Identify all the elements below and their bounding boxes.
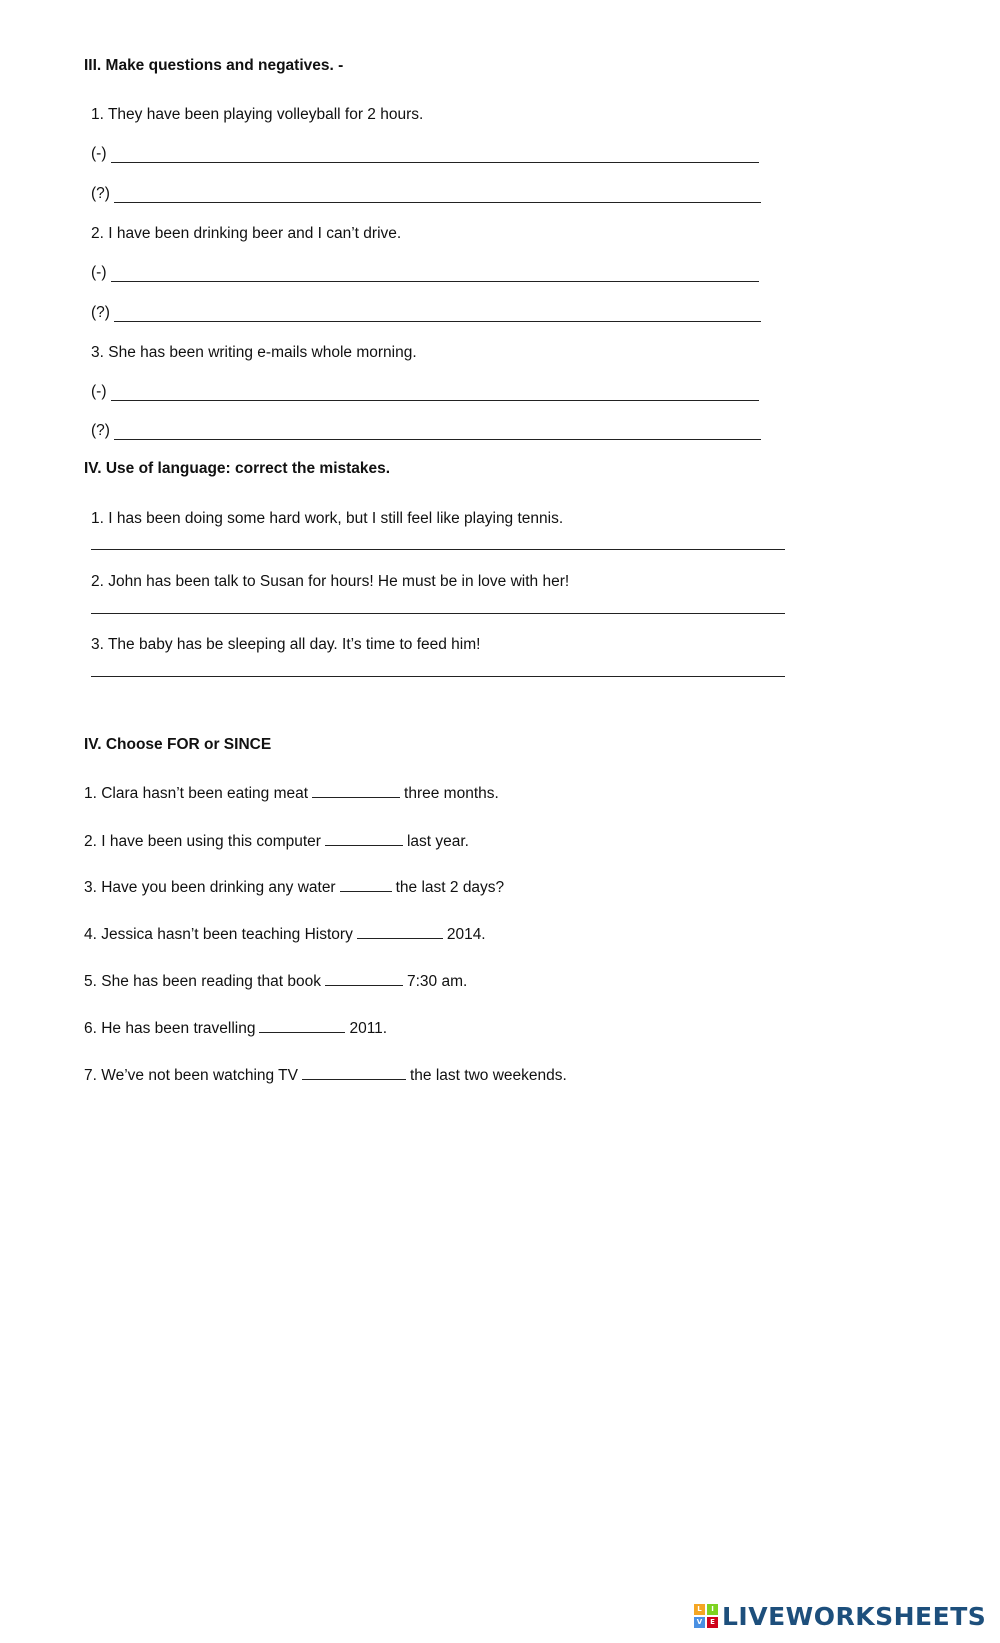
s3-item-2-negative-input[interactable]	[111, 267, 759, 282]
logo-brand-text: LIVEWORKSHEETS	[722, 1601, 987, 1631]
s3-item-3-sentence: 3. She has been writing e-mails whole morning.	[91, 344, 417, 361]
s4b-item-1-after: three months.	[404, 785, 499, 802]
s4b-item-3-after: the last 2 days?	[395, 879, 505, 896]
s4b-item-5-gap-input[interactable]	[325, 971, 403, 986]
s3-item-1-negative-input[interactable]	[111, 148, 759, 163]
s3-item-3-question-input[interactable]	[114, 425, 761, 440]
s4b-item-2-after: last year.	[406, 833, 469, 850]
s4b-item-6-before: 6. He has been travelling	[84, 1020, 256, 1037]
s3-item-1-question-row	[91, 185, 761, 205]
s4b-item-4-before: 4. Jessica hasn’t been teaching History	[84, 926, 353, 943]
s4a-item-2-sentence: 2. John has been talk to Susan for hours! He must be in love with her!	[91, 573, 570, 590]
logo-block-e: E	[707, 1617, 718, 1628]
negative-prefix: (-)	[91, 264, 107, 281]
s3-item-3-question-row	[91, 422, 761, 442]
s4b-item-3-gap-input[interactable]	[340, 877, 392, 892]
s4a-item-2-input[interactable]	[91, 603, 785, 614]
s3-item-2-sentence: 2. I have been drinking beer and I can’t drive.	[91, 225, 402, 242]
s4b-item-5-before: 5. She has been reading that book	[84, 973, 321, 990]
logo-block-l: L	[694, 1604, 705, 1615]
s3-item-3-negative-row	[91, 383, 759, 403]
s4b-item-4-gap-input[interactable]	[357, 924, 443, 939]
s4b-item-1	[84, 783, 499, 804]
s4b-item-4	[84, 924, 486, 945]
s4b-item-1-before: 1. Clara hasn’t been eating meat	[84, 785, 309, 802]
s4b-item-3-before: 3. Have you been drinking any water	[84, 879, 336, 896]
s4b-item-3	[84, 877, 504, 898]
s4b-item-2-before: 2. I have been using this computer	[84, 833, 321, 850]
negative-prefix: (-)	[91, 383, 107, 400]
s4a-item-1-input[interactable]	[91, 539, 785, 550]
section-3-title: III. Make questions and negatives. -	[84, 57, 344, 74]
section-4b-title: IV. Choose FOR or SINCE	[84, 736, 272, 753]
s3-item-2-question-input[interactable]	[114, 307, 761, 322]
question-prefix: (?)	[91, 304, 110, 321]
s4a-item-3-input[interactable]	[91, 666, 785, 677]
s3-item-1-negative-row	[91, 145, 759, 165]
s4b-item-1-gap-input[interactable]	[312, 783, 400, 798]
s3-item-3-negative-input[interactable]	[111, 386, 759, 401]
s3-item-1-question-input[interactable]	[114, 188, 761, 203]
logo-blocks-icon	[694, 1604, 718, 1628]
s4b-item-6-gap-input[interactable]	[259, 1018, 345, 1033]
s4b-item-2-gap-input[interactable]	[325, 831, 403, 846]
s4b-item-7	[84, 1065, 567, 1086]
s4a-item-3-sentence: 3. The baby has be sleeping all day. It’s time to feed him!	[91, 636, 481, 653]
s4b-item-2	[84, 831, 469, 852]
section-4a-title: IV. Use of language: correct the mistakes.	[84, 460, 391, 477]
s4b-item-7-before: 7. We’ve not been watching TV	[84, 1067, 298, 1084]
question-prefix: (?)	[91, 185, 110, 202]
s4b-item-4-after: 2014.	[446, 926, 486, 943]
s4b-item-6	[84, 1018, 387, 1039]
s4b-item-5	[84, 971, 467, 992]
s3-item-2-question-row	[91, 304, 761, 324]
s4b-item-6-after: 2011.	[349, 1020, 388, 1037]
s4b-item-7-gap-input[interactable]	[302, 1065, 406, 1080]
logo-block-i: I	[707, 1604, 718, 1615]
s4b-item-5-after: 7:30 am.	[407, 973, 468, 990]
s3-item-2-negative-row	[91, 264, 759, 284]
negative-prefix: (-)	[91, 145, 107, 162]
question-prefix: (?)	[91, 422, 110, 439]
s4b-item-7-after: the last two weekends.	[409, 1067, 567, 1084]
s3-item-1-sentence: 1. They have been playing volleyball for 2 hours.	[91, 106, 424, 123]
s4a-item-1-sentence: 1. I has been doing some hard work, but I still feel like playing tennis.	[91, 510, 564, 527]
liveworksheets-logo	[694, 1600, 986, 1632]
logo-block-v: V	[694, 1617, 705, 1628]
